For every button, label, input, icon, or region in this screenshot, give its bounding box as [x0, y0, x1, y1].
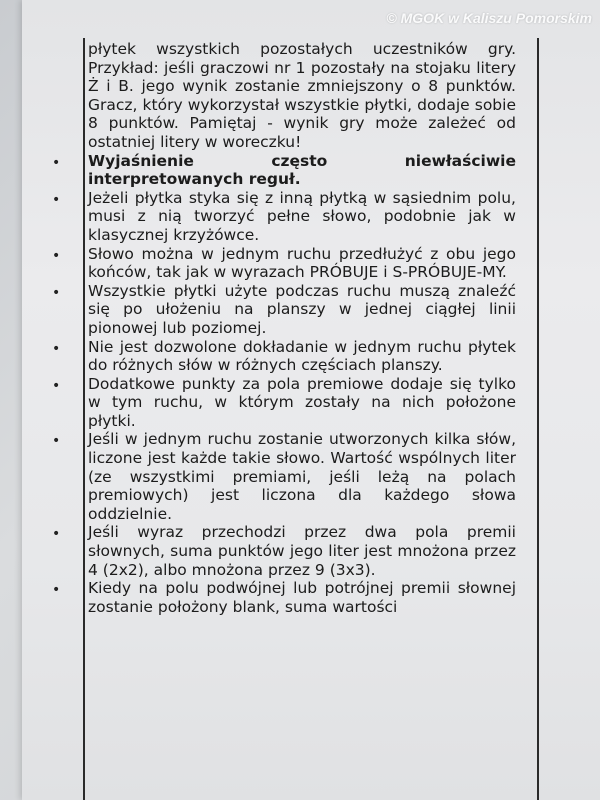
rule-item-text: Wyjaśnienie często niewłaściwie interpretowanych reguł. — [88, 151, 516, 189]
rule-item — [52, 579, 516, 616]
rule-item — [52, 374, 516, 431]
rule-item-text: Jeżeli płytka styka się z inną płytką w sąsiednim polu, musi z nią tworzyć pełne słowo, podobnie jak w klasycznej krzyżówce. — [88, 188, 516, 244]
rule-item-text: Wszystkie płytki użyte podczas ruchu muszą znaleźć się po ułożeniu na planszy w jednej ciągłej linii pionowej lub poziomej. — [88, 281, 516, 337]
rules-list — [52, 151, 516, 617]
rules-text-block — [52, 40, 516, 616]
rule-item — [52, 281, 516, 338]
rule-item-text: Jeśli wyraz przechodzi przez dwa pola premii słownych, suma punktów jego liter jest mnożona przez 4 (2x2), albo mnożona przez 9 (3x3). — [88, 523, 516, 579]
bullet-icon: • — [52, 340, 61, 357]
rule-item — [52, 188, 516, 245]
rule-item — [52, 523, 516, 579]
bullet-icon: • — [52, 582, 61, 599]
intro-paragraph: płytek wszystkich pozostałych uczestników gry. Przykład: jeśli graczowi nr 1 pozostały na stojaku litery Ż i B. jego wynik zostanie zmniejszony o 8 punktów. Gracz, który wykorzystał wszystkie płytki, dodaje sobie 8 punktów. Pamiętaj - wynik gry może zależeć od ostatniej litery w woreczku! — [88, 40, 516, 151]
bullet-icon: • — [52, 247, 61, 264]
rule-item-text: Dodatkowe punkty za pola premiowe dodaje się tylko w tym ruchu, w którym zostały na nich położone płytki. — [88, 374, 516, 430]
rule-item-text: Jeśli w jednym ruchu zostanie utworzonych kilka słów, liczone jest każde takie słowo. Wartość wspólnych liter (ze wszystkimi premiami, jeśli leżą na polach premiowych) jest liczona dla każdego słowa oddzielnie. — [88, 430, 516, 523]
rule-item — [52, 430, 516, 523]
rule-item — [52, 244, 516, 282]
rule-item-text: Słowo można w jednym ruchu przedłużyć z obu jego końców, tak jak w wyrazach PRÓBUJE i S-PRÓBUJE-MY. — [88, 244, 516, 282]
bullet-icon: • — [52, 526, 61, 543]
bullet-icon: • — [52, 433, 61, 450]
table-border-right — [537, 38, 539, 800]
bullet-icon: • — [52, 377, 61, 394]
bullet-icon: • — [52, 191, 61, 208]
rule-item — [52, 151, 516, 189]
copyright-watermark: © MGOK w Kaliszu Pomorskim — [386, 10, 592, 26]
bullet-icon: • — [52, 284, 61, 301]
bullet-icon: • — [52, 154, 61, 171]
rule-item — [52, 337, 516, 375]
rule-item-text: Kiedy na polu podwójnej lub potrójnej premii słownej zostanie położony blank, suma wartości — [88, 579, 516, 616]
rule-item-text: Nie jest dozwolone dokładanie w jednym ruchu płytek do różnych słów w różnych częściach planszy. — [88, 337, 516, 375]
